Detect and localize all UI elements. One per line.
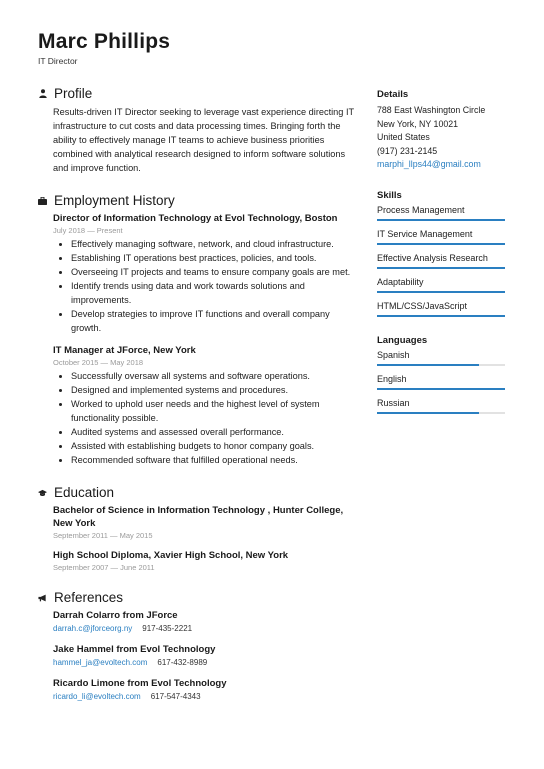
language-label: Russian bbox=[377, 397, 410, 408]
job-dates: July 2018 — Present bbox=[53, 226, 123, 235]
skill-item bbox=[377, 229, 505, 245]
skill-item bbox=[377, 301, 505, 317]
skill-level-bar bbox=[377, 219, 505, 221]
reference-name: Jake Hammel from Evol Technology bbox=[53, 644, 216, 655]
job-entry bbox=[53, 212, 356, 335]
skill-label: Effective Analysis Research bbox=[377, 252, 488, 263]
education-heading bbox=[38, 485, 356, 500]
reference-phone: 917-435-2221 bbox=[142, 624, 193, 633]
address-line-2: New York, NY 10021 bbox=[377, 118, 459, 129]
skill-level-bar bbox=[377, 315, 505, 317]
education-list bbox=[38, 504, 356, 572]
address-line-1: 788 East Washington Circle bbox=[377, 105, 486, 115]
candidate-title: IT Director bbox=[38, 56, 78, 66]
reference-email-link[interactable]: ricardo_li@evoltech.com bbox=[53, 692, 141, 701]
reference-entry bbox=[53, 677, 356, 701]
education-section bbox=[38, 485, 356, 572]
skill-label: IT Service Management bbox=[377, 228, 473, 239]
employment-section bbox=[38, 193, 356, 467]
megaphone-icon bbox=[38, 593, 47, 602]
profile-title: Profile bbox=[54, 86, 93, 101]
skill-level-bar bbox=[377, 243, 505, 245]
education-title: Education bbox=[54, 485, 115, 500]
profile-text: Results-driven IT Director seeking to leverage vast experience directing IT infrastructure to cut costs and data processing times. Bringing forth the ability to effectively manage IT teams to achieve business priorities combined with analytical research designed to inform software solutions and improve function. bbox=[53, 107, 354, 173]
skill-item bbox=[377, 277, 505, 293]
job-dates: October 2015 — May 2018 bbox=[53, 358, 144, 367]
jobs-list bbox=[38, 212, 356, 467]
language-level-fill bbox=[377, 388, 505, 390]
phone-number: (917) 231-2145 bbox=[377, 145, 438, 156]
references-section bbox=[38, 590, 356, 701]
skill-level-fill bbox=[377, 291, 505, 293]
sidebar bbox=[377, 89, 505, 432]
reference-contact bbox=[53, 624, 356, 633]
skill-label: Adaptability bbox=[377, 276, 424, 287]
details-block bbox=[377, 89, 505, 172]
job-bullet: • Develop strategies to improve IT functions and overall company growth. bbox=[71, 307, 356, 335]
language-level-fill bbox=[377, 412, 479, 414]
reference-name: Ricardo Limone from Evol Technology bbox=[53, 678, 227, 689]
education-title: High School Diploma, Xavier High School, New York bbox=[53, 550, 289, 561]
education-dates: September 2011 — May 2015 bbox=[53, 531, 153, 540]
profile-section bbox=[38, 86, 356, 175]
references-list bbox=[38, 609, 356, 701]
details-heading: Details bbox=[377, 89, 409, 100]
job-bullets bbox=[53, 237, 356, 335]
job-bullet: • Identify trends using data and work towards solutions and improvements. bbox=[71, 279, 356, 307]
skill-level-bar bbox=[377, 291, 505, 293]
job-bullet: • Assisted with establishing budgets to honor company goals. bbox=[71, 439, 356, 453]
job-bullet: • Audited systems and assessed overall performance. bbox=[71, 425, 356, 439]
job-entry bbox=[53, 344, 356, 467]
job-bullet: • Establishing IT operations best practices, policies, and tools. bbox=[71, 251, 356, 265]
reference-phone: 617-432-8989 bbox=[157, 658, 208, 667]
skill-item bbox=[377, 205, 505, 221]
language-item bbox=[377, 374, 505, 390]
reference-entry bbox=[53, 643, 356, 667]
job-bullet: • Worked to uphold user needs and the highest level of system functionality possible. bbox=[71, 397, 356, 425]
skills-list bbox=[377, 205, 505, 317]
reference-name: Darrah Colarro from JForce bbox=[53, 610, 178, 621]
language-level-bar bbox=[377, 412, 505, 414]
skill-level-bar bbox=[377, 267, 505, 269]
job-bullet: • Successfully oversaw all systems and software operations. bbox=[71, 369, 356, 383]
language-item bbox=[377, 398, 505, 414]
skill-label: Process Management bbox=[377, 204, 465, 215]
education-title: Bachelor of Science in Information Technology , Hunter College, New York bbox=[53, 505, 344, 529]
email-link[interactable]: marphi_llps44@gmail.com bbox=[377, 159, 481, 169]
reference-phone: 617-547-4343 bbox=[150, 692, 201, 701]
education-entry bbox=[53, 504, 356, 540]
references-heading bbox=[38, 590, 356, 605]
briefcase-icon bbox=[38, 196, 47, 205]
job-bullet: • Recommended software that fulfilled operational needs. bbox=[71, 453, 356, 467]
language-level-fill bbox=[377, 364, 479, 366]
skills-block bbox=[377, 190, 505, 317]
education-dates: September 2007 — June 2011 bbox=[53, 563, 155, 572]
reference-email-link[interactable]: hammel_ja@evoltech.com bbox=[53, 658, 148, 667]
skill-level-fill bbox=[377, 219, 505, 221]
skill-label: HTML/CSS/JavaScript bbox=[377, 300, 468, 311]
graduation-cap-icon bbox=[38, 488, 47, 497]
employment-title: Employment History bbox=[54, 193, 175, 208]
job-bullet: • Effectively managing software, network, and cloud infrastructure. bbox=[71, 237, 356, 251]
candidate-name: Marc Phillips bbox=[38, 30, 171, 53]
languages-heading: Languages bbox=[377, 334, 428, 346]
job-title: Director of Information Technology at Evol Technology, Boston bbox=[53, 213, 338, 224]
skills-heading: Skills bbox=[377, 189, 402, 201]
employment-heading bbox=[38, 193, 356, 208]
language-level-bar bbox=[377, 388, 505, 390]
reference-email-link[interactable]: darrah.c@jforceorg.ny bbox=[53, 624, 133, 633]
languages-list bbox=[377, 350, 505, 414]
main-column bbox=[38, 86, 356, 719]
language-label: English bbox=[377, 373, 407, 384]
education-entry bbox=[53, 549, 356, 572]
country: United States bbox=[377, 132, 430, 142]
job-bullet: • Designed and implemented systems and procedures. bbox=[71, 383, 356, 397]
reference-entry bbox=[53, 609, 356, 633]
profile-heading bbox=[38, 86, 356, 101]
skill-level-fill bbox=[377, 267, 505, 269]
reference-contact bbox=[53, 692, 356, 701]
languages-block bbox=[377, 335, 505, 414]
reference-contact bbox=[53, 658, 356, 667]
skill-item bbox=[377, 253, 505, 269]
language-item bbox=[377, 350, 505, 366]
references-title: References bbox=[54, 590, 124, 605]
skill-level-fill bbox=[377, 243, 505, 245]
language-label: Spanish bbox=[377, 349, 410, 360]
job-bullet: • Overseeing IT projects and teams to ensure company goals are met. bbox=[71, 265, 356, 279]
language-level-bar bbox=[377, 364, 505, 366]
person-icon bbox=[38, 89, 47, 98]
resume-header bbox=[38, 30, 170, 66]
job-bullets bbox=[53, 369, 356, 467]
skill-level-fill bbox=[377, 315, 505, 317]
job-title: IT Manager at JForce, New York bbox=[53, 345, 196, 356]
